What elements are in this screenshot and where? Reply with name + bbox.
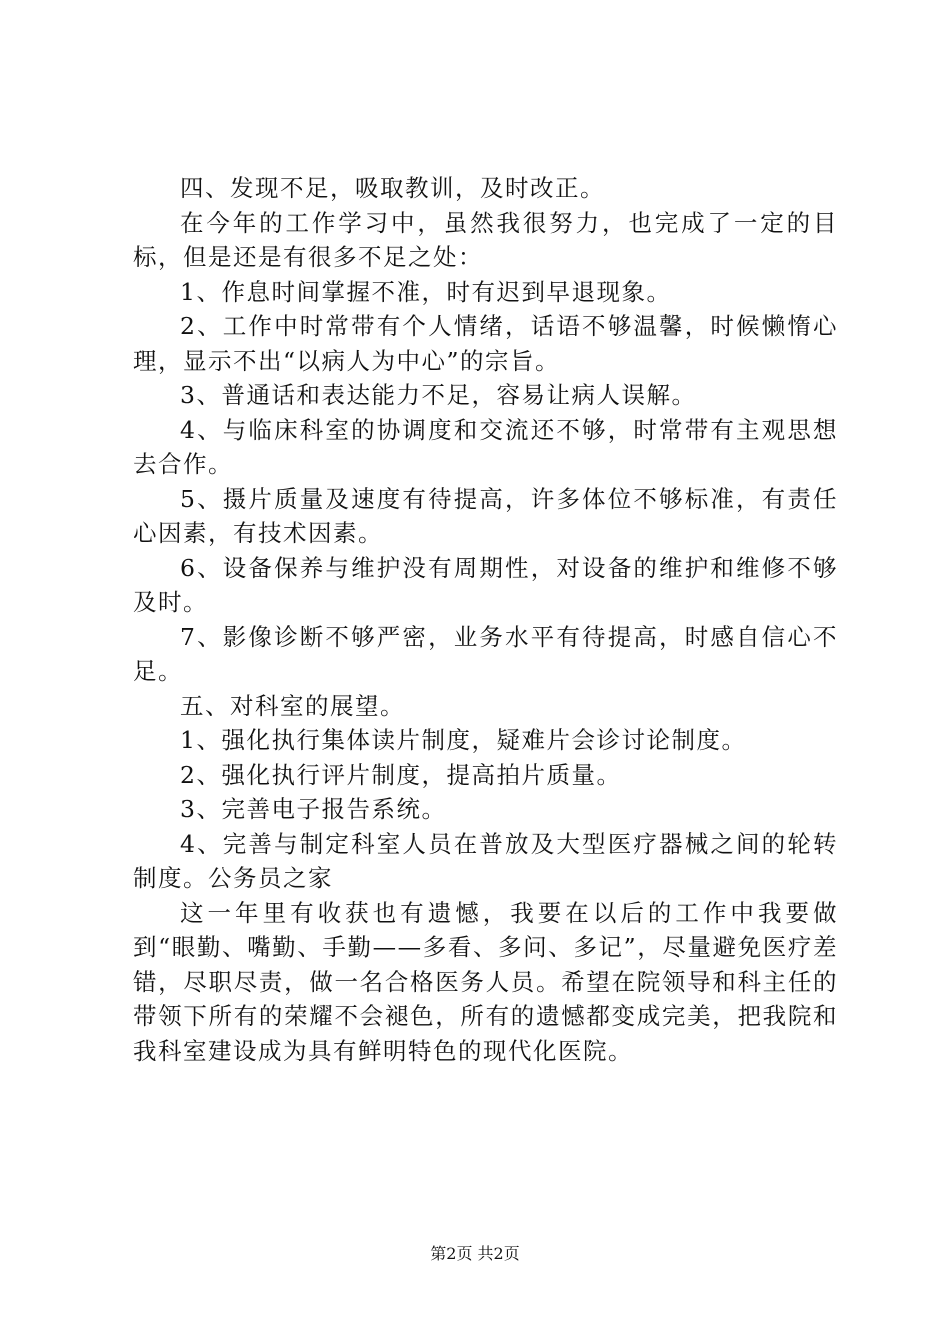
document-body [133,171,838,1068]
list-item-outlook-1: 1、强化执行集体读片制度，疑难片会诊讨论制度。 [180,726,747,754]
list-item-shortcoming-3: 3、普通话和表达能力不足，容易让病人误解。 [180,381,697,409]
list-item-shortcoming-7: 7、影像诊断不够严密，业务水平有待提高，时感自信心不足。 [133,622,838,685]
list-item-shortcoming-4: 4、与临床科室的协调度和交流还不够，时常带有主观思想去合作。 [133,415,838,478]
list-item-outlook-4: 4、完善与制定科室人员在普放及大型医疗器械之间的轮转制度。公务员之家 [133,829,838,892]
list-item-outlook-3: 3、完善电子报告系统。 [180,795,447,823]
list-item-shortcoming-1: 1、作息时间掌握不准，时有迟到早退现象。 [180,277,672,306]
paragraph-conclusion: 这一年里有收获也有遗憾，我要在以后的工作中我要做到“眼勤、嘴勤、手勤——多看、多问、多记”，尽量避免医疗差错，尽职尽责，做一名合格医务人员。希望在院领导和科主任的带领下所有的荣耀不会褪色，所有的遗憾都变成完美，把我院和我科室建设成为具有鲜明特色的现代化医院。 [133,898,838,1065]
list-item-shortcoming-6: 6、设备保养与维护没有周期性，对设备的维护和维修不够及时。 [133,553,838,616]
section-heading-5: 五、对科室的展望。 [180,691,405,720]
paragraph-intro: 在今年的工作学习中，虽然我很努力，也完成了一定的目标，但是还是有很多不足之处： [133,208,838,271]
page-number-footer: 第2页 共2页 [430,1244,520,1263]
list-item-outlook-2: 2、强化执行评片制度，提高拍片质量。 [180,760,622,789]
list-item-shortcoming-2: 2、工作中时常带有个人情绪，话语不够温馨，时候懒惰心理，显示不出“以病人为中心”的宗旨。 [133,312,838,375]
list-item-shortcoming-5: 5、摄片质量及速度有待提高，许多体位不够标准，有责任心因素，有技术因素。 [133,484,838,547]
section-heading-4: 四、发现不足，吸取教训，及时改正。 [180,174,605,202]
